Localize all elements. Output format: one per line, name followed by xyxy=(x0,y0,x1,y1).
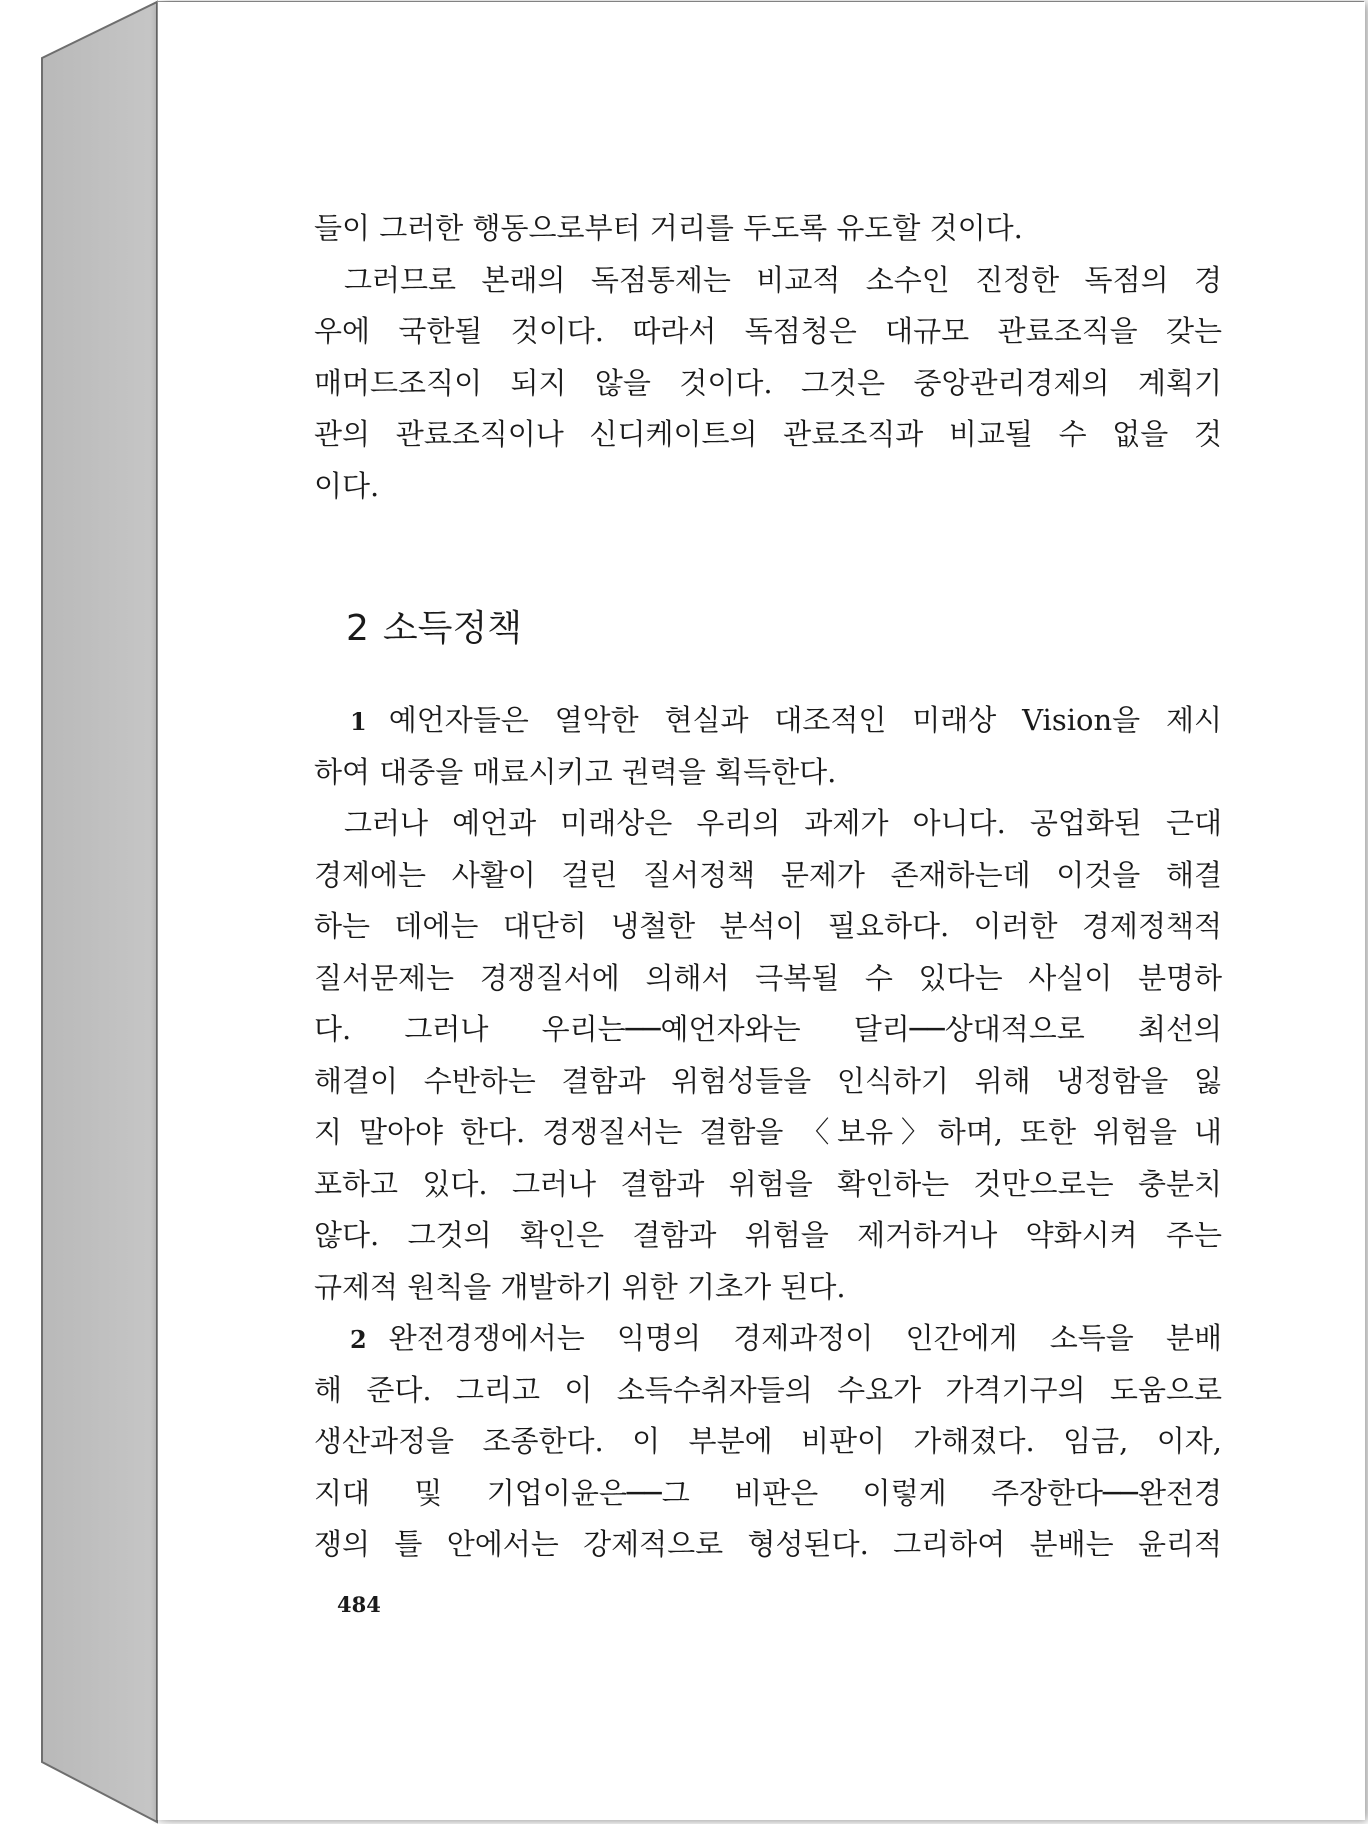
text-line: 하여 대중을 매료시키고 권력을 획득한다. xyxy=(314,754,837,789)
top-paragraph xyxy=(314,203,1222,512)
text-line: 이다. xyxy=(314,468,380,503)
text-line: 지 말아야 한다. 경쟁질서는 결함을 〈보유〉하며, 또한 위험을 내 xyxy=(314,1115,1222,1149)
text-segment: 예언자들은 열악한 현실과 대조적인 미래상 Vision을 제시 xyxy=(388,703,1222,737)
paragraph-number: 1 xyxy=(350,707,367,736)
text-line: 관의 관료조직이나 신디케이트의 관료조직과 비교될 수 없을 것 xyxy=(314,417,1222,451)
text-line: 경제에는 사활이 걸린 질서정책 문제가 존재하는데 이것을 해결 xyxy=(314,857,1222,892)
text-line xyxy=(314,695,1222,747)
text-line: 다. 그러나 우리는──예언자와는 달리──상대적으로 최선의 xyxy=(314,1012,1222,1046)
text-line: 질서문제는 경쟁질서에 의해서 극복될 수 있다는 사실이 분명하 xyxy=(314,960,1222,995)
section-number: 2 xyxy=(346,608,369,649)
text-line: 지대 및 기업이윤은──그 비판은 이렇게 주장한다──완전경 xyxy=(314,1475,1222,1510)
text-line: 그러므로 본래의 독점통제는 비교적 소수인 진정한 독점의 경 xyxy=(344,262,1222,297)
text-line: 그러나 예언과 미래상은 우리의 과제가 아니다. 공업화된 근대 xyxy=(344,806,1222,840)
text-line: 매머드조직이 되지 않을 것이다. 그것은 중앙관리경제의 계획기 xyxy=(314,365,1222,400)
text-line xyxy=(314,1313,1222,1365)
text-line: 하는 데에는 대단히 냉철한 분석이 필요하다. 이러한 경제정책적 xyxy=(314,909,1222,943)
text-segment: 완전경쟁에서는 익명의 경제과정이 인간에게 소득을 분배 xyxy=(388,1321,1222,1355)
text-line: 규제적 원칙을 개발하기 위한 기초가 된다. xyxy=(314,1269,846,1304)
section-heading xyxy=(346,600,522,651)
text-line: 쟁의 틀 안에서는 강제적으로 형성된다. 그리하여 분배는 윤리적 xyxy=(314,1527,1222,1561)
text-line: 해결이 수반하는 결함과 위험성들을 인식하기 위해 냉정함을 잃 xyxy=(314,1063,1222,1098)
page-number: 484 xyxy=(337,1592,381,1617)
paragraph-number: 2 xyxy=(350,1325,367,1354)
text-line: 않다. 그것의 확인은 결함과 위험을 제거하거나 약화시켜 주는 xyxy=(314,1218,1222,1252)
text-line: 생산과정을 조종한다. 이 부분에 비판이 가해졌다. 임금, 이자, xyxy=(314,1424,1222,1458)
text-line: 들이 그러한 행동으로부터 거리를 두도록 유도할 것이다. xyxy=(314,211,1023,245)
text-line: 우에 국한될 것이다. 따라서 독점청은 대규모 관료조직을 갖는 xyxy=(314,314,1222,348)
paragraph-2 xyxy=(314,1313,1222,1571)
text-line: 포하고 있다. 그러나 결함과 위험을 확인하는 것만으로는 충분치 xyxy=(314,1166,1222,1201)
text-line: 해 준다. 그리고 이 소득수취자들의 수요가 가격기구의 도움으로 xyxy=(314,1372,1222,1407)
paragraph-1 xyxy=(314,695,1222,1313)
section-title: 소득정책 xyxy=(382,608,523,649)
